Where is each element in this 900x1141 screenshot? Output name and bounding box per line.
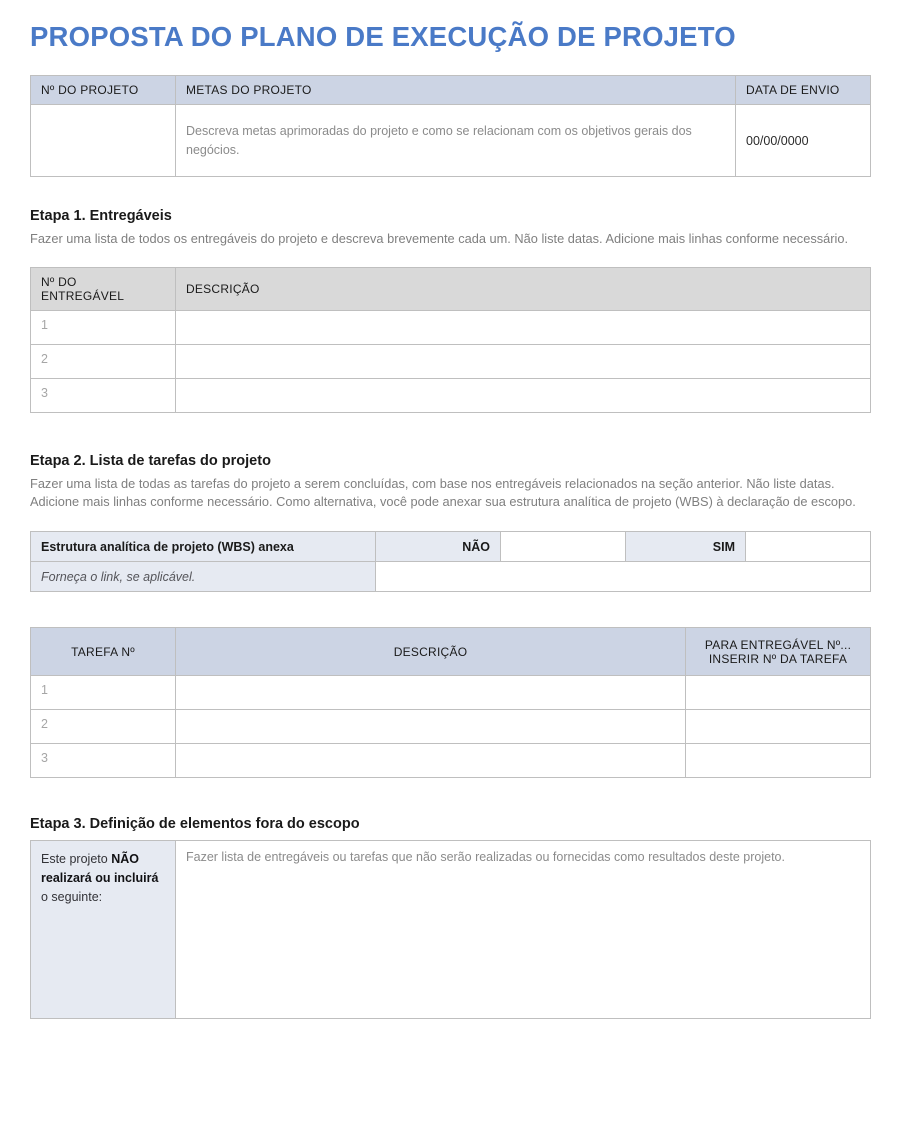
- input-submission-date[interactable]: 00/00/0000: [736, 105, 871, 177]
- step3-heading: Etapa 3. Definição de elementos fora do escopo: [30, 816, 360, 833]
- out-of-scope-label-part1: Este projeto: [41, 852, 112, 867]
- wbs-option-no-checkbox[interactable]: [501, 532, 626, 562]
- header-task-description: DESCRIÇÃO: [176, 628, 686, 676]
- input-task-deliverable[interactable]: [686, 710, 871, 744]
- input-project-number[interactable]: [31, 105, 176, 177]
- step1-heading: Etapa 1. Entregáveis: [30, 208, 172, 224]
- wbs-option-yes-label: SIM: [626, 532, 746, 562]
- table-row: [31, 532, 871, 562]
- project-info-table: [30, 75, 871, 177]
- tasks-header-row: [31, 628, 871, 676]
- header-task-number: TAREFA Nº: [31, 628, 176, 676]
- input-task-description[interactable]: [176, 744, 686, 778]
- table-row: [31, 710, 871, 744]
- header-submission-date: DATA DE ENVIO: [736, 76, 871, 105]
- wbs-option-yes-checkbox[interactable]: [746, 532, 871, 562]
- input-project-goals[interactable]: Descreva metas aprimoradas do projeto e como se relacionam com os objetivos gerais dos negócios.: [176, 105, 736, 177]
- step2-description: Fazer uma lista de todas as tarefas do projeto a serem concluídas, com base nos entregáveis relacionados na seção anterior. Não liste datas. Adicione mais linhas conforme necessário. Como alternativa, você pode anexar sua estrutura analítica de projeto (WBS) à declaração de escopo.: [30, 476, 856, 510]
- project-info-header-row: [31, 76, 871, 105]
- wbs-option-no-label: NÃO: [376, 532, 501, 562]
- out-of-scope-label-part2: o seguinte:: [41, 889, 103, 904]
- table-row: [31, 676, 871, 710]
- input-task-description[interactable]: [176, 676, 686, 710]
- deliverable-row-number: 2: [31, 345, 176, 379]
- table-row: [31, 311, 871, 345]
- table-row: [31, 562, 871, 592]
- header-deliverable-number-line2: ENTREGÁVEL: [41, 289, 125, 304]
- deliverables-table: [30, 267, 871, 413]
- header-project-goals: METAS DO PROJETO: [176, 76, 736, 105]
- header-deliverable-number: [31, 268, 176, 311]
- header-deliverable-number-line1: Nº DO: [41, 275, 77, 290]
- task-row-number: 3: [31, 744, 176, 778]
- section-step3: [30, 816, 870, 832]
- input-out-of-scope-body[interactable]: Fazer lista de entregáveis ou tarefas que não serão realizadas ou fornecidas como resultados deste projeto.: [176, 841, 871, 1019]
- input-task-deliverable[interactable]: [686, 744, 871, 778]
- step2-heading: Etapa 2. Lista de tarefas do projeto: [30, 453, 271, 470]
- page-title: PROPOSTA DO PLANO DE EXECUÇÃO DE PROJETO: [30, 21, 736, 52]
- header-task-deliverable-line2: INSERIR Nº DA TAREFA: [708, 651, 848, 666]
- input-deliverable-description[interactable]: [176, 379, 871, 413]
- deliverable-row-number: 3: [31, 379, 176, 413]
- input-task-deliverable[interactable]: [686, 676, 871, 710]
- header-deliverable-description: DESCRIÇÃO: [176, 268, 871, 311]
- out-of-scope-table: [30, 840, 871, 1019]
- input-wbs-link[interactable]: [376, 562, 871, 592]
- section-step1: [30, 208, 870, 248]
- table-row: [31, 105, 871, 177]
- input-deliverable-description[interactable]: [176, 311, 871, 345]
- deliverables-header-row: [31, 268, 871, 311]
- input-deliverable-description[interactable]: [176, 345, 871, 379]
- section-step2: [30, 453, 870, 511]
- table-row: [31, 744, 871, 778]
- header-task-deliverable: [686, 628, 871, 676]
- deliverable-row-number: 1: [31, 311, 176, 345]
- table-row: [31, 379, 871, 413]
- wbs-table: [30, 531, 871, 592]
- out-of-scope-label-emphasis: NÃO realizará ou incluirá: [41, 852, 159, 886]
- task-row-number: 2: [31, 710, 176, 744]
- header-task-deliverable-line1: PARA ENTREGÁVEL Nº...: [704, 637, 852, 652]
- header-project-number: Nº DO PROJETO: [31, 76, 176, 105]
- tasks-table: [30, 627, 871, 778]
- table-row: [31, 841, 871, 1019]
- out-of-scope-label: [31, 841, 176, 1019]
- wbs-attached-label: Estrutura analítica de projeto (WBS) anexa: [31, 532, 376, 562]
- wbs-link-label: Forneça o link, se aplicável.: [31, 562, 376, 592]
- input-task-description[interactable]: [176, 710, 686, 744]
- table-row: [31, 345, 871, 379]
- task-row-number: 1: [31, 676, 176, 710]
- step1-description: Fazer uma lista de todos os entregáveis do projeto e descreva brevemente cada um. Não liste datas. Adicione mais linhas conforme necessário.: [30, 231, 849, 246]
